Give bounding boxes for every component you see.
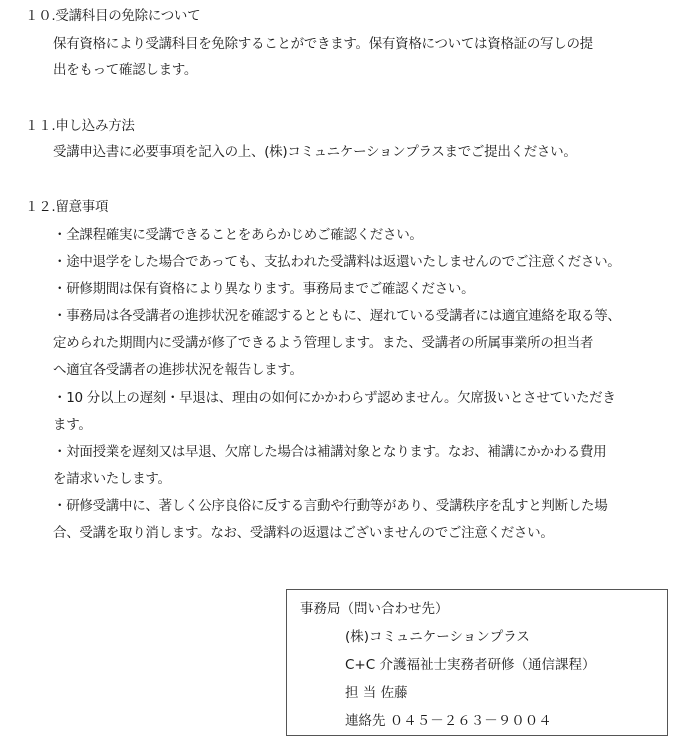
notice-item-cont: 合、受講を取り消します。なお、受講料の返還はございませんのでご注意ください。: [53, 525, 554, 541]
notice-item: ・事務局は各受講者の進捗状況を確認するとともに、遅れている受講者には適宜連絡を取る等、: [53, 308, 621, 324]
section-10-line: 出をもって確認します。: [53, 62, 198, 78]
notice-item: ・研修受講中に、著しく公序良俗に反する言動や行動等があり、受講秩序を乱すと判断した場: [53, 498, 608, 514]
notice-item-cont: 定められた期間内に受講が修了できるよう管理します。また、受講者の所属事業所の担当者: [53, 335, 594, 351]
contact-phone: 連絡先 ０４５－２６３－９００４: [345, 713, 552, 729]
contact-program: C+C 介護福祉士実務者研修（通信課程）: [345, 657, 596, 673]
section-10-line: 保有資格により受講科目を免除することができます。保有資格については資格証の写しの提: [53, 36, 593, 52]
notice-item-cont: ます。: [53, 417, 92, 433]
notice-item: ・研修期間は保有資格により異なります。事務局までご確認ください。: [53, 281, 475, 297]
section-10-heading: １０.受講科目の免除について: [25, 8, 201, 24]
notice-item-cont: を請求いたします。: [53, 471, 171, 487]
contact-company: (株)コミュニケーションプラス: [345, 629, 530, 645]
notice-item: ・10 分以上の遅刻・早退は、理由の如何にかかわらず認めません。欠席扱いとさせていただき: [53, 390, 616, 406]
notice-item-cont: へ適宜各受講者の進捗状況を報告します。: [53, 362, 303, 378]
notice-item: ・途中退学をした場合であっても、支払われた受講料は返還いたしませんのでご注意ください。: [53, 254, 621, 270]
contact-box: [286, 589, 668, 736]
section-11-heading: １１.申し込み方法: [25, 118, 135, 134]
contact-title: 事務局（問い合わせ先）: [300, 601, 449, 617]
notice-item: ・全課程確実に受講できることをあらかじめご確認ください。: [53, 227, 423, 243]
contact-person: 担 当 佐藤: [345, 685, 408, 701]
notice-item: ・対面授業を遅刻又は早退、欠席した場合は補講対象となります。なお、補講にかかわる費用: [53, 444, 607, 460]
section-12-heading: １２.留意事項: [25, 199, 109, 215]
section-11-line: 受講申込書に必要事項を記入の上、(株)コミュニケーションプラスまでご提出ください。: [53, 144, 577, 160]
